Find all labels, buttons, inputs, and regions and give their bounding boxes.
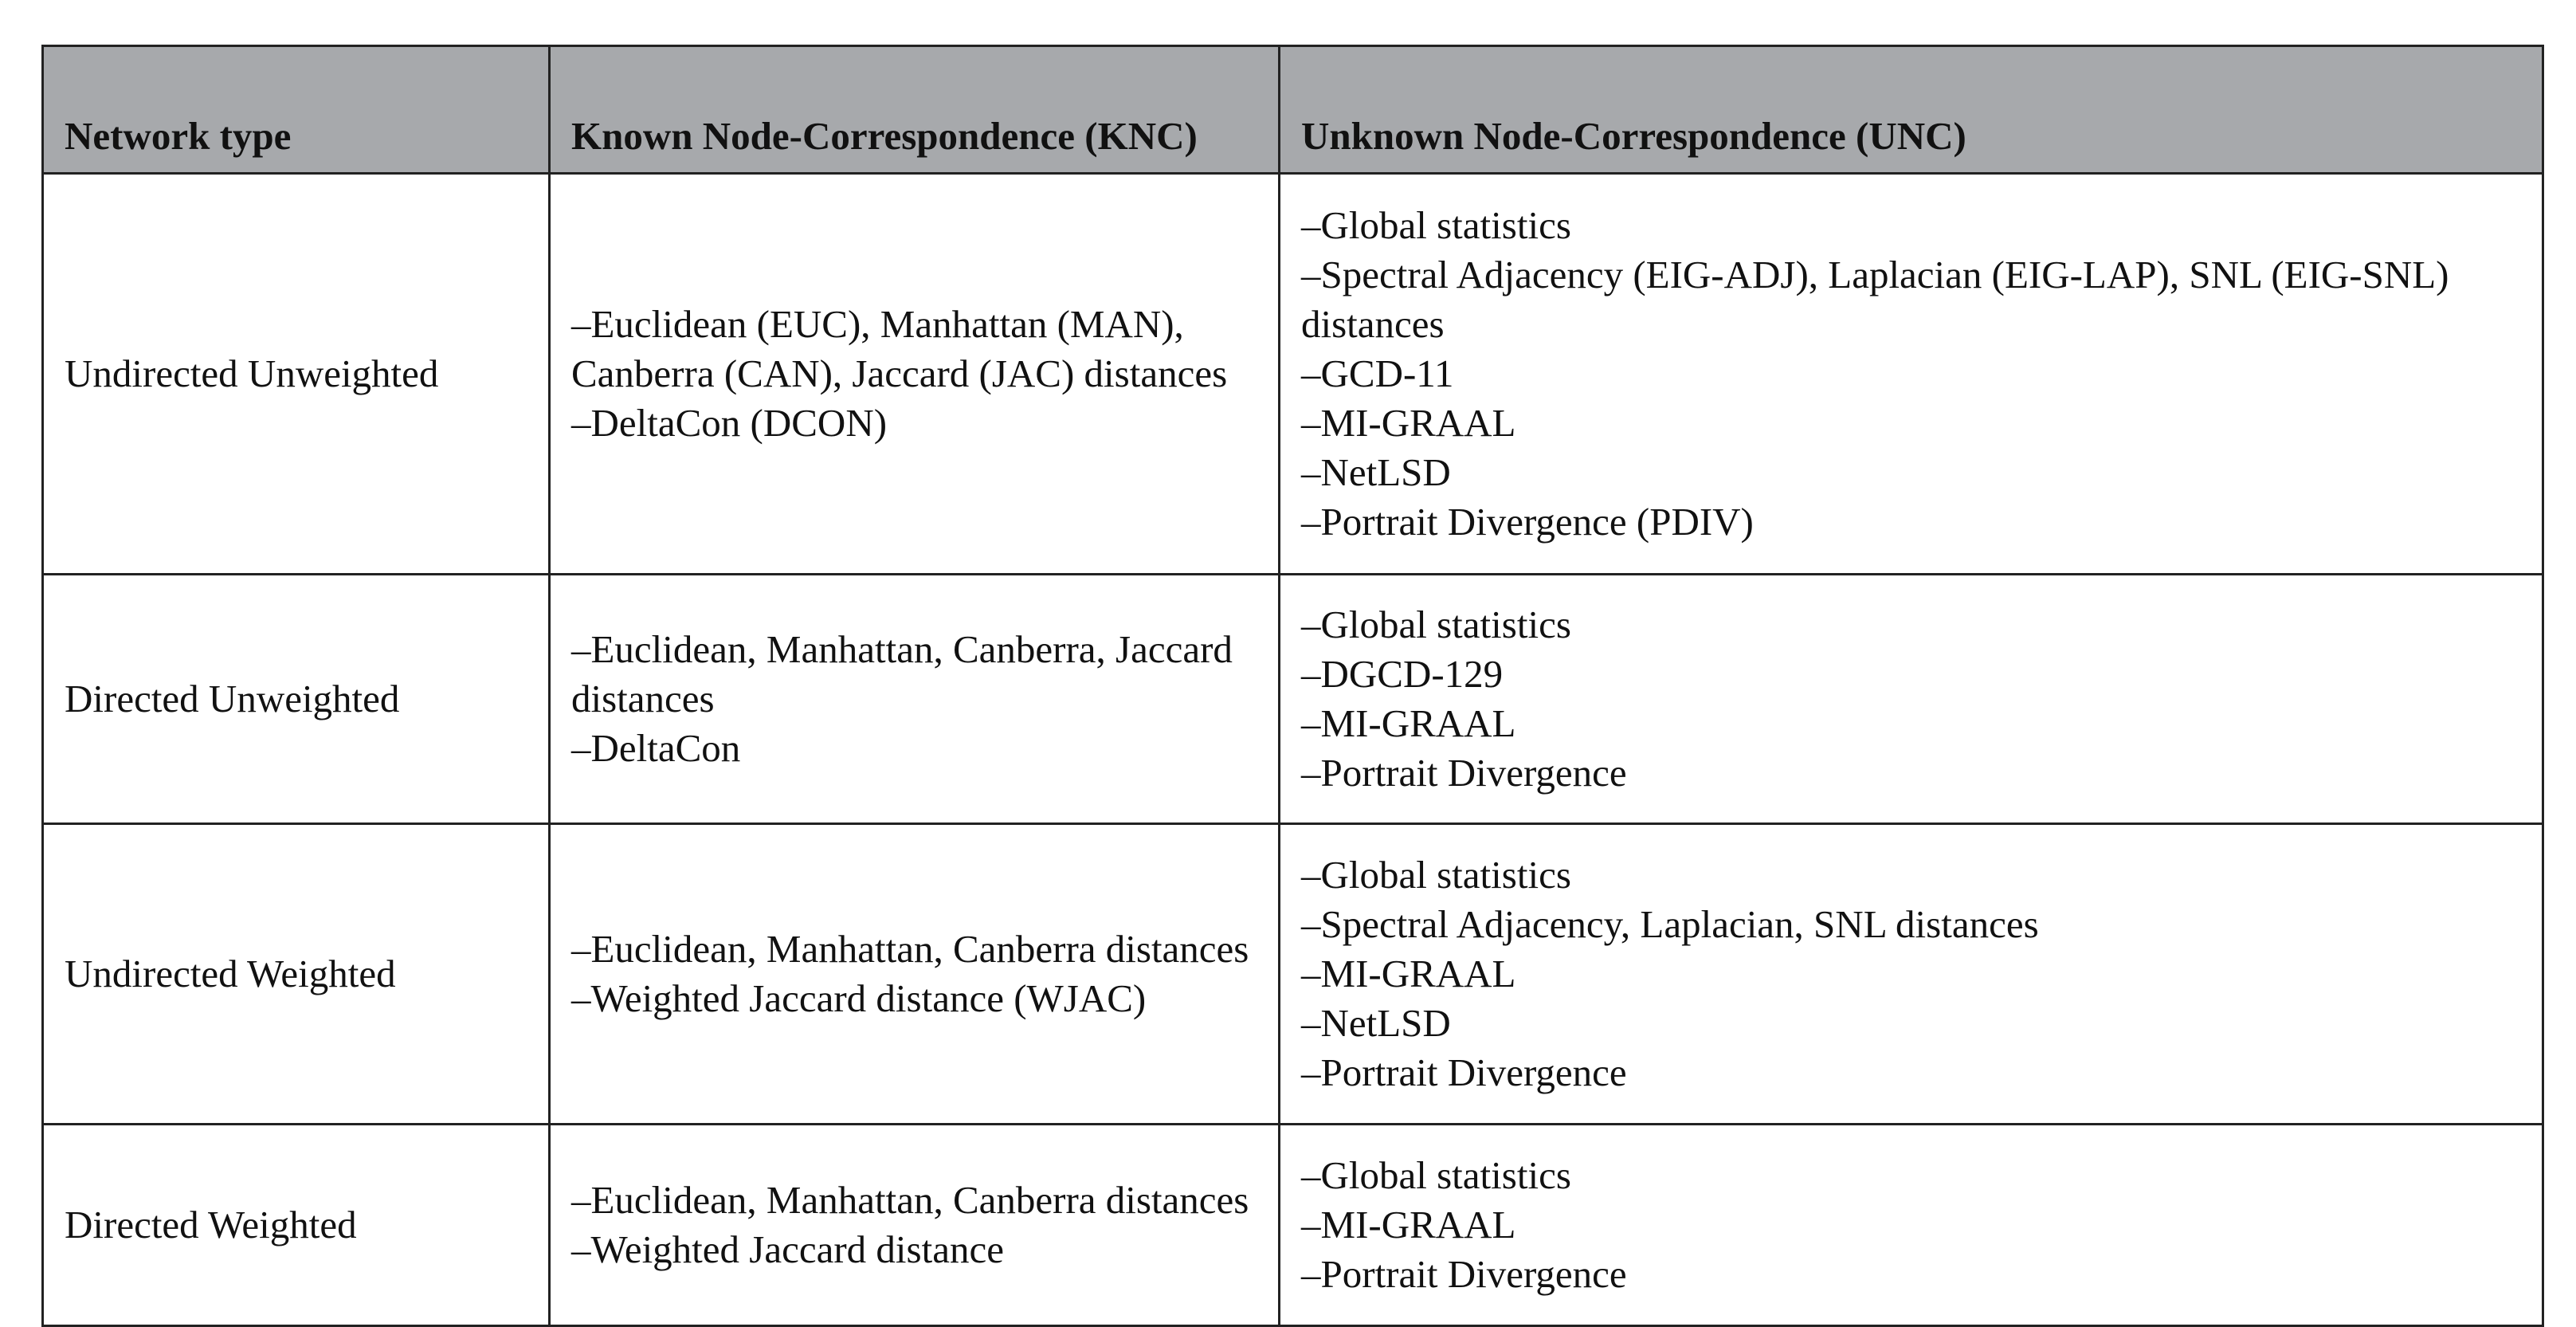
header-knc: Known Node-Correspondence (KNC) [550,46,1280,174]
table-row [43,824,2543,1125]
unc-item: –MI-GRAAL [1301,1203,1516,1247]
unc-item: –Global statistics [1301,1153,1571,1197]
unc-cell [1280,174,2543,575]
unc-item: –Spectral Adjacency (EIG-ADJ), Laplacian (EIG-LAP), SNL (EIG-SNL) distances [1301,253,2449,346]
network-comparison-table [41,45,2544,1327]
table-body [43,174,2543,1326]
knc-item: –Euclidean (EUC), Manhattan (MAN), Canberra (CAN), Jaccard (JAC) distances [571,302,1228,395]
unc-item: –Spectral Adjacency, Laplacian, SNL distances [1301,902,2039,946]
knc-item: –Euclidean, Manhattan, Canberra distances [571,1178,1249,1222]
unc-item: –MI-GRAAL [1301,701,1516,745]
network-type-cell: Directed Unweighted [43,575,550,824]
header-network-type: Network type [43,46,550,174]
table-header [43,46,2543,174]
unc-cell [1280,575,2543,824]
unc-item: –Portrait Divergence [1301,751,1627,795]
unc-item: –Portrait Divergence [1301,1050,1627,1094]
network-type-cell: Directed Weighted [43,1125,550,1326]
knc-cell [550,575,1280,824]
unc-item: –DGCD-129 [1301,652,1504,696]
table-row [43,575,2543,824]
unc-cell [1280,824,2543,1125]
unc-item: –Portrait Divergence [1301,1252,1627,1296]
unc-cell [1280,1125,2543,1326]
comparison-table-container [41,45,2542,1327]
knc-item: –Euclidean, Manhattan, Canberra distances [571,927,1249,971]
header-row [43,46,2543,174]
unc-item: –NetLSD [1301,450,1451,494]
knc-item: –DeltaCon [571,726,741,770]
knc-item: –Weighted Jaccard distance [571,1227,1004,1271]
unc-item: –Portrait Divergence (PDIV) [1301,500,1754,544]
network-type-cell: Undirected Weighted [43,824,550,1125]
unc-item: –MI-GRAAL [1301,952,1516,995]
unc-item: –Global statistics [1301,853,1571,897]
unc-item: –Global statistics [1301,203,1571,247]
knc-cell [550,174,1280,575]
unc-item: –GCD-11 [1301,351,1454,395]
knc-cell [550,824,1280,1125]
unc-item: –MI-GRAAL [1301,401,1516,445]
table-row [43,174,2543,575]
knc-item: –Weighted Jaccard distance (WJAC) [571,976,1147,1020]
knc-item: –Euclidean, Manhattan, Canberra, Jaccard distances [571,627,1233,720]
knc-cell [550,1125,1280,1326]
header-unc: Unknown Node-Correspondence (UNC) [1280,46,2543,174]
unc-item: –Global statistics [1301,603,1571,646]
unc-item: –NetLSD [1301,1001,1451,1045]
network-type-cell: Undirected Unweighted [43,174,550,575]
table-row [43,1125,2543,1326]
knc-item: –DeltaCon (DCON) [571,401,888,445]
